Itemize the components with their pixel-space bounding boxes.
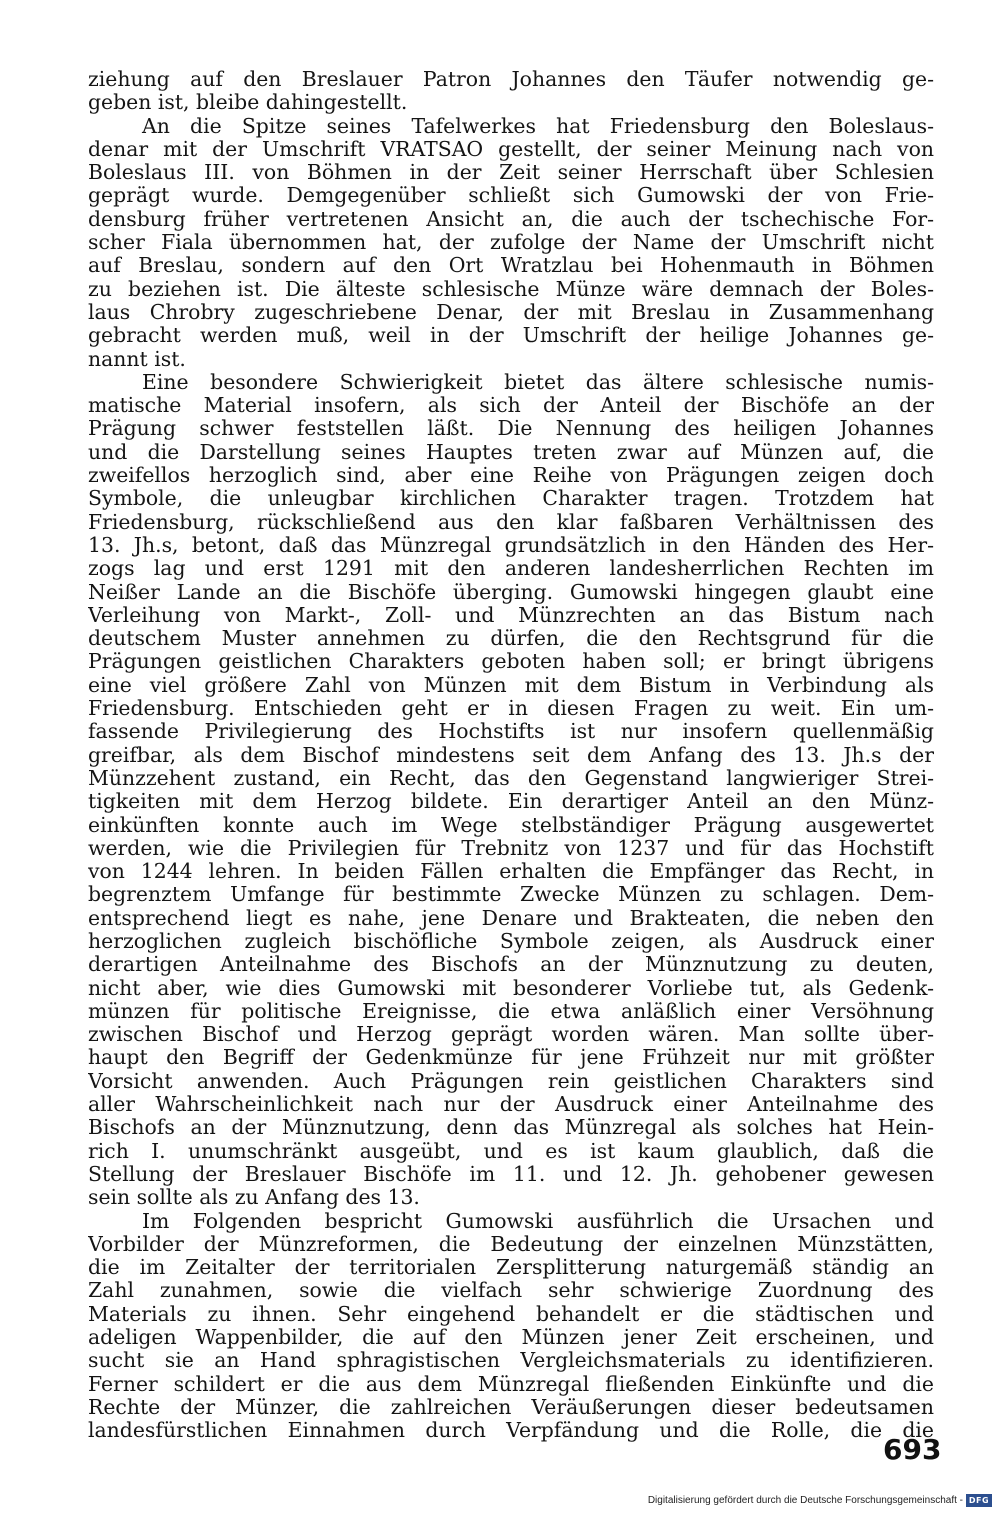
text-line: Symbole, die unleugbar kirchlichen Charakter tragen. Trotzdem hat bbox=[88, 487, 934, 511]
text-line: geprägt wurde. Demgegenüber schließt sich Gumowski der von Frie- bbox=[88, 184, 934, 208]
text-line: deutschem Muster annehmen zu dürfen, die den Rechtsgrund für die bbox=[88, 627, 934, 651]
text-line: ziehung auf den Breslauer Patron Johannes den Täufer notwendig ge- bbox=[88, 68, 934, 91]
text-line: Bischofs an der Münznutzung, denn das Münzregal als solches hat Hein- bbox=[88, 1116, 934, 1140]
text-line: nannt ist. bbox=[88, 347, 186, 371]
text-line: landesfürstlichen Einnahmen durch Verpfändung und die Rolle, die die bbox=[88, 1419, 934, 1443]
text-line: laus Chrobry zugeschriebene Denar, der mit Breslau in Zusammenhang bbox=[88, 300, 934, 324]
page-number: 693 bbox=[883, 1433, 942, 1466]
text-line: scher Fiala übernommen hat, der zufolge der Name der Umschrift nicht bbox=[88, 231, 934, 255]
text-line: die im Zeitalter der territorialen Zersplitterung naturgemäß ständig an bbox=[88, 1256, 934, 1280]
text-line: auf Breslau, sondern auf den Ort Wratzlau bei Hohenmauth in Böhmen bbox=[88, 254, 934, 278]
text-line: Zahl zunahmen, sowie die vielfach sehr schwierige Zuordnung des bbox=[88, 1279, 934, 1303]
text-line: zweifellos herzoglich sind, aber eine Reihe von Prägungen zeigen doch bbox=[88, 464, 934, 488]
text-line: geben ist, bleibe dahingestellt. bbox=[88, 91, 408, 115]
text-line: Ferner schildert er die aus dem Münzregal fließenden Einkünfte und die bbox=[88, 1372, 934, 1396]
text-line: gebracht werden muß, weil in der Umschrift der heilige Johannes ge- bbox=[88, 324, 934, 348]
text-line: aller Wahrscheinlichkeit nach nur der Ausdruck einer Anteilnahme des bbox=[88, 1093, 934, 1117]
text-line: Eine besondere Schwierigkeit bietet das ältere schlesische numis- bbox=[142, 370, 934, 394]
body-text bbox=[88, 68, 934, 1443]
text-line: Münzzehent zustand, ein Recht, das den Gegenstand langwieriger Strei- bbox=[88, 766, 934, 790]
text-line: Friedensburg. Entschieden geht er in diesen Fragen zu weit. Ein um- bbox=[88, 697, 934, 721]
text-line: derartigen Anteilnahme des Bischofs an der Münznutzung zu deuten, bbox=[88, 953, 934, 977]
text-line: Stellung der Breslauer Bischöfe im 11. und 12. Jh. gehobener gewesen bbox=[88, 1162, 934, 1186]
text-line: entsprechend liegt es nahe, jene Denare und Brakteaten, die neben den bbox=[88, 906, 934, 930]
text-line: Im Folgenden bespricht Gumowski ausführlich die Ursachen und bbox=[142, 1209, 934, 1233]
text-line: Rechte der Münzer, die zahlreichen Veräußerungen dieser bedeutsamen bbox=[88, 1395, 934, 1419]
text-line: zu beziehen ist. Die älteste schlesische Münze wäre demnach der Boles- bbox=[88, 277, 934, 301]
text-line: rich I. unumschränkt ausgeübt, und es ist kaum glaublich, daß die bbox=[88, 1139, 934, 1163]
text-line: zwischen Bischof und Herzog geprägt worden wären. Man sollte über- bbox=[88, 1023, 934, 1047]
text-line: nicht aber, wie dies Gumowski mit besonderer Vorliebe tut, als Gedenk- bbox=[88, 976, 934, 1000]
text-line: herzoglichen zugleich bischöfliche Symbole zeigen, als Ausdruck einer bbox=[88, 929, 934, 953]
text-line: und die Darstellung seines Hauptes treten zwar auf Münzen auf, die bbox=[88, 440, 934, 464]
text-line: An die Spitze seines Tafelwerkes hat Friedensburg den Boleslaus- bbox=[142, 114, 934, 138]
text-line: denar mit der Umschrift VRATSAO gestellt, der seiner Meinung nach von bbox=[88, 137, 934, 161]
text-line: Prägung schwer feststellen läßt. Die Nennung des heiligen Johannes bbox=[88, 417, 934, 441]
text-line: werden, wie die Privilegien für Trebnitz von 1237 und für das Hochstift bbox=[88, 836, 934, 860]
dfg-logo-icon: DFG bbox=[966, 1494, 992, 1507]
text-line: Neißer Lande an die Bischöfe überging. Gumowski hingegen glaubt eine bbox=[88, 580, 934, 604]
text-line: 13. Jh.s, betont, daß das Münzregal grundsätzlich in den Händen des Her- bbox=[88, 533, 934, 557]
text-line: matische Material insofern, als sich der Anteil der Bischöfe an der bbox=[88, 394, 934, 418]
text-line: tigkeiten mit dem Herzog bildete. Ein derartiger Anteil an den Münz- bbox=[88, 790, 934, 814]
text-line: zogs lag und erst 1291 mit den anderen landesherrlichen Rechten im bbox=[88, 557, 934, 581]
text-line: sein sollte als zu Anfang des 13. bbox=[88, 1186, 420, 1210]
text-line: Vorbilder der Münzreformen, die Bedeutung der einzelnen Münzstätten, bbox=[88, 1232, 934, 1256]
footer-text: Digitalisierung gefördert durch die Deutsche Forschungsgemeinschaft - bbox=[647, 1495, 963, 1506]
text-line: begrenztem Umfange für bestimmte Zwecke Münzen zu schlagen. Dem- bbox=[88, 883, 934, 907]
text-line: greifbar, als dem Bischof mindestens seit dem Anfang des 13. Jh.s der bbox=[88, 743, 934, 767]
text-line: Verleihung von Markt-, Zoll- und Münzrechten an das Bistum nach bbox=[88, 603, 934, 627]
digitization-footer bbox=[648, 1494, 992, 1507]
text-line: sucht sie an Hand sphragistischen Vergleichsmaterials zu identifizieren. bbox=[88, 1349, 934, 1373]
text-line: von 1244 lehren. In beiden Fällen erhalten die Empfänger das Recht, in bbox=[88, 860, 934, 884]
text-line: eine viel größere Zahl von Münzen mit dem Bistum in Verbindung als bbox=[88, 673, 934, 697]
text-line: adeligen Wappenbilder, die auf den Münzen jener Zeit erscheinen, und bbox=[88, 1326, 934, 1350]
text-line: Boleslaus III. von Böhmen in der Zeit seiner Herrschaft über Schlesien bbox=[88, 161, 934, 185]
text-line: Materials zu ihnen. Sehr eingehend behandelt er die städtischen und bbox=[88, 1302, 934, 1326]
text-line: Friedensburg, rückschließend aus den klar faßbaren Verhältnissen des bbox=[88, 510, 934, 534]
text-line: Prägungen geistlichen Charakters geboten haben soll; er bringt übrigens bbox=[88, 650, 934, 674]
text-line: densburg früher vertretenen Ansicht an, die auch der tschechische For- bbox=[88, 207, 934, 231]
text-line: einkünften konnte auch im Wege stelbständiger Prägung ausgewertet bbox=[88, 813, 934, 837]
text-line: fassende Privilegierung des Hochstifts ist nur insofern quellenmäßig bbox=[88, 720, 934, 744]
text-line: Vorsicht anwenden. Auch Prägungen rein geistlichen Charakters sind bbox=[88, 1069, 934, 1093]
text-line: münzen für politische Ereignisse, die etwa anläßlich einer Versöhnung bbox=[88, 999, 934, 1023]
text-line: haupt den Begriff der Gedenkmünze für jene Frühzeit nur mit größter bbox=[88, 1046, 934, 1070]
